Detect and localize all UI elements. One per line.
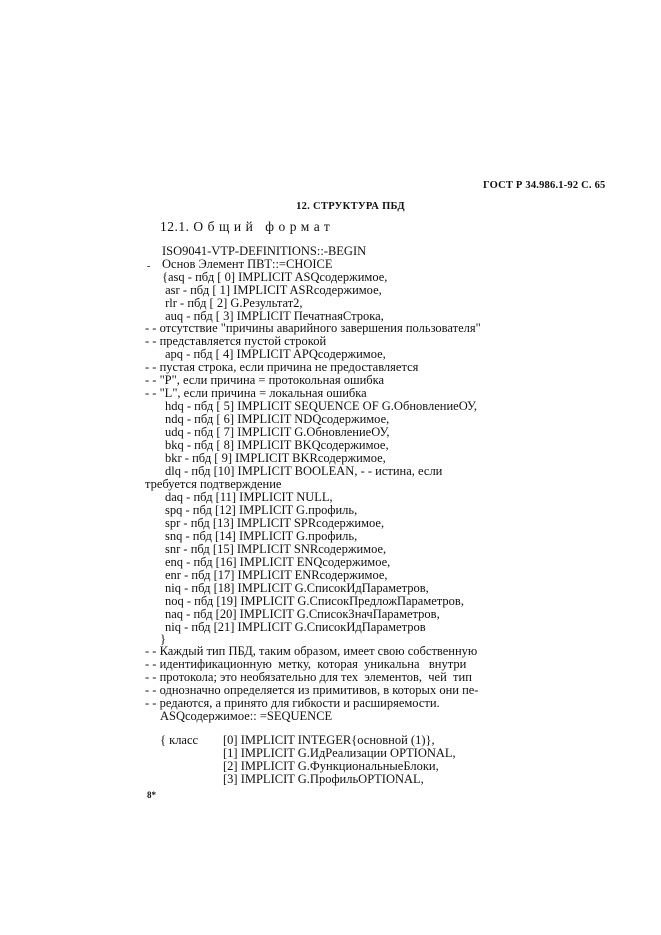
code-line: apq - пбд [ 4] IMPLICIT APQсодержимое, [165,347,386,361]
code-line: hdq - пбд [ 5] IMPLICIT SEQUENCE OF G.ОбновлениеОУ, [165,399,477,413]
code-line: enq - пбд [16] IMPLICIT ENQсодержимое, [165,555,391,569]
code-line: bkq - пбд [ 8] IMPLICIT BKQсодержимое, [165,438,389,452]
comment-line: - - идентификационную метку, которая уникальна внутри [145,657,467,671]
code-line: enr - пбд [17] IMPLICIT ENRсодержимое, [165,568,388,582]
signature-mark: 8* [147,790,156,800]
code-line: } [160,632,166,646]
comment-line: - - редаются, а принято для гибкости и расширяемости. [145,696,440,710]
comment-line: - - представляется пустой строкой [145,334,327,348]
code-line: {asq - пбд [ 0] IMPLICIT ASQсодержимое, [162,270,388,284]
running-header: ГОСТ Р 34.986.1-92 С. 65 [483,180,606,191]
subsection-name: Общий формат [193,219,335,234]
code-line: dlq - пбд [10] IMPLICIT BOOLEAN, - - истина, если [165,464,443,478]
code-line: [2] IMPLICIT G.ФункциональныеБлоки, [223,759,439,773]
comment-line: - - отсутствие "причины аварийного завершения пользователя" [145,321,481,335]
code-line: ISO9041-VTP-DEFINITIONS::-BEGIN [162,244,367,258]
subsection-number: 12.1. [160,219,190,234]
code-line: ASQсодержимое:: =SEQUENCE [160,709,333,723]
code-line: snr - пбд [15] IMPLICIT SNRсодержимое, [165,542,387,556]
subsection-title [160,219,334,235]
code-line: rlr - пбд [ 2] G.Результат2, [162,296,303,310]
code-line: udq - пбд [ 7] IMPLICIT G.ОбновлениеОУ, [165,425,390,439]
comment-line: - - однозначно определяется из примитивов, в которых они пе- [145,683,479,697]
code-line: ndq - пбд [ 6] IMPLICIT NDQсодержимое, [165,412,390,426]
comment-line: - - протокола; это необязательно для тех элементов, чей тип [145,670,472,684]
code-line: spq - пбд [12] IMPLICIT G.профиль, [165,503,358,517]
code-line: { класс [160,733,199,747]
code-line: asr - пбд [ 1] IMPLICIT ASRсодержимое, [162,283,382,297]
code-line: noq - пбд [19] IMPLICIT G.СписокПредложПараметров, [165,594,464,608]
comment-line: - - "P", если причина = протокольная ошибка [145,373,385,387]
code-line: daq - пбд [11] IMPLICIT NULL, [165,490,333,504]
code-line: требуется подтверждение [145,477,282,491]
code-line: niq - пбд [21] IMPLICIT G.СписокИдПараметров [165,620,426,634]
code-line: niq - пбд [18] IMPLICIT G.СписокИдПараметров, [165,581,429,595]
code-line: Основ Элемент ПВТ::=CHOICE [162,257,333,271]
comment-line: - - пустая строка, если причина не предоставляется [145,360,419,374]
code-line: bkr - пбд [ 9] IMPLICIT BKRсодержимое, [165,451,386,465]
code-line: snq - пбд [14] IMPLICIT G.профиль, [165,529,358,543]
code-line: [0] IMPLICIT INTEGER{основной (1)}, [223,733,435,747]
comment-line: - - "L", если причина = локальная ошибка [145,386,367,400]
code-line: auq - пбд [ 3] IMPLICIT ПечатнаяСтрока, [162,309,384,323]
code-line: naq - пбд [20] IMPLICIT G.СписокЗначПараметров, [165,607,440,621]
section-title: 12. СТРУКТУРА ПБД [296,201,405,212]
code-line: spr - пбд [13] IMPLICIT SPRсодержимое, [165,516,385,530]
code-line: [3] IMPLICIT G.ПрофильOPTIONAL, [223,772,424,786]
code-line: [1] IMPLICIT G.ИдРеализации OPTIONAL, [223,746,456,760]
margin-mark: - [147,261,151,272]
comment-line: - - Каждый тип ПБД, таким образом, имеет свою собственную [145,644,478,658]
